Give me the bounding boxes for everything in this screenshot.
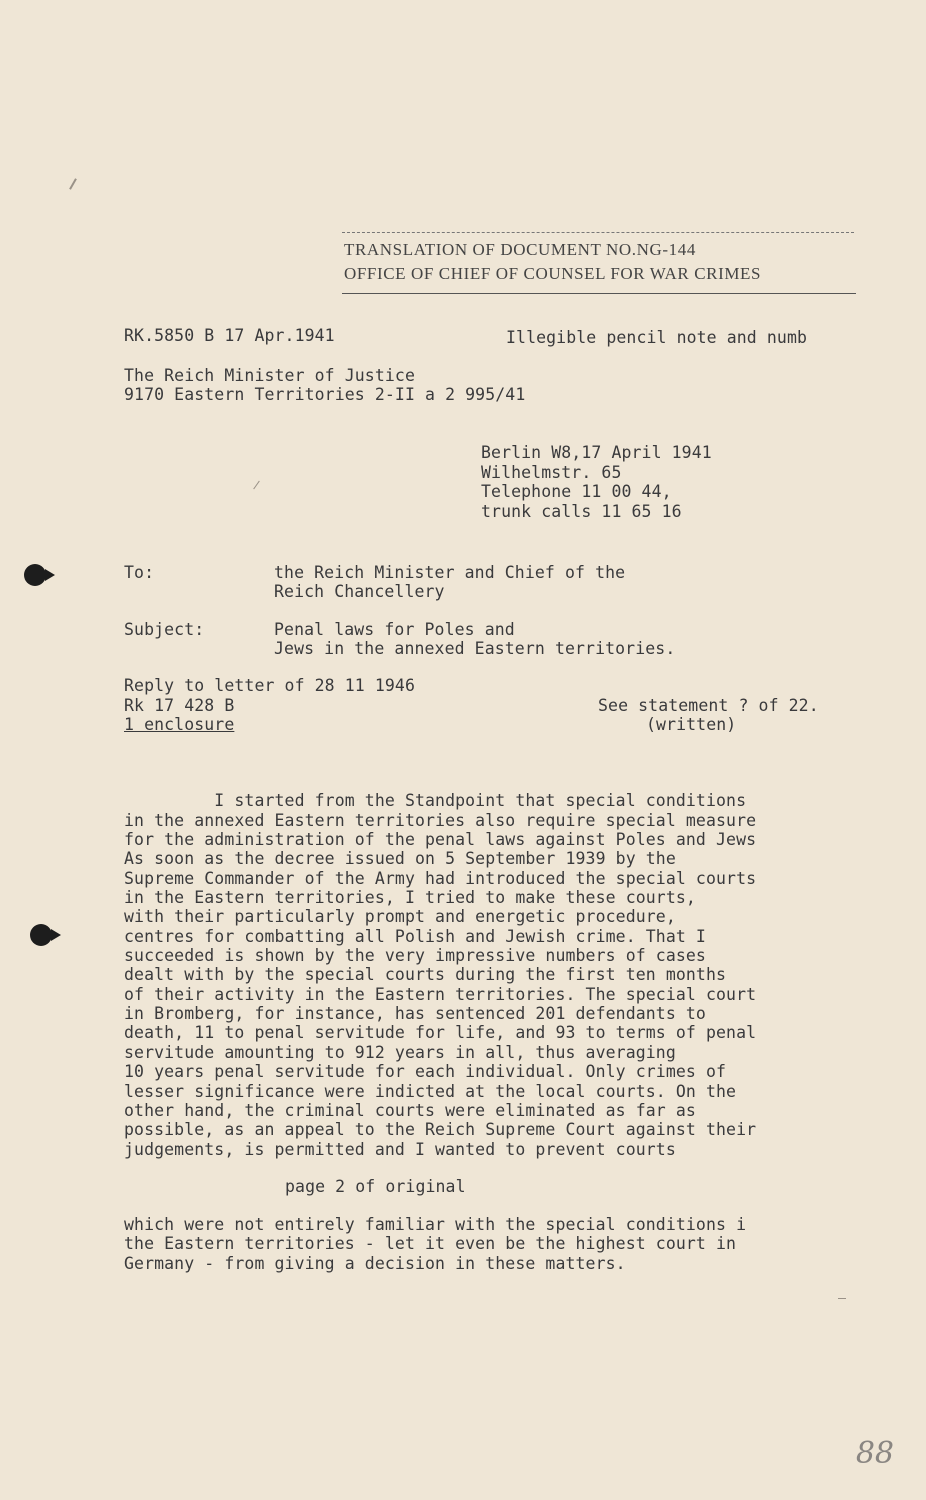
sender-line-1: The Reich Minister of Justice: [124, 366, 415, 385]
body-line-3: for the administration of the penal laws against Poles and Jews: [124, 830, 757, 849]
punch-hole-top: [24, 564, 46, 586]
body-line-17: other hand, the criminal courts were eliminated as far as: [124, 1101, 696, 1120]
page-number: 88: [855, 1436, 894, 1471]
body-line-6: in the Eastern territories, I tried to make these courts,: [124, 888, 696, 907]
address-line-3: Telephone 11 00 44,: [481, 482, 672, 501]
page-marker: page 2 of original: [285, 1177, 466, 1196]
body-line-19: judgements, is permitted and I wanted to prevent courts: [124, 1140, 676, 1159]
body-line-5: Supreme Commander of the Army had introduced the special courts: [124, 869, 757, 888]
header-bottom-rule: [342, 293, 856, 294]
body-line-8: centres for combatting all Polish and Jewish crime. That I: [124, 927, 706, 946]
body-line-15: 10 years penal servitude for each individual. Only crimes of: [124, 1062, 727, 1081]
body-line-2: in the annexed Eastern territories also require special measure: [124, 811, 757, 830]
sender-line-2: 9170 Eastern Territories 2-II a 2 995/41: [124, 385, 526, 404]
body-line-13: death, 11 to penal servitude for life, and 93 to terms of penal: [124, 1023, 757, 1042]
to-line-1: the Reich Minister and Chief of the: [274, 563, 626, 582]
reply-line-1: Reply to letter of 28 11 1946: [124, 676, 415, 695]
body-line-14: servitude amounting to 912 years in all, thus averaging: [124, 1043, 676, 1062]
body-line-11: of their activity in the Eastern territories. The special court: [124, 985, 757, 1004]
continuation-line-2: the Eastern territories - let it even be the highest court in: [124, 1234, 737, 1253]
address-line-4: trunk calls 11 65 16: [481, 502, 682, 521]
reply-line-2: Rk 17 428 B: [124, 696, 235, 715]
to-label: To:: [124, 563, 155, 582]
header-line-1: TRANSLATION OF DOCUMENT NO.NG-144: [344, 240, 696, 259]
reply-line-3: 1 enclosure: [124, 715, 235, 734]
to-line-2: Reich Chancellery: [274, 582, 445, 601]
body-line-1: I started from the Standpoint that special conditions: [124, 791, 747, 810]
stray-mark-2: [253, 481, 260, 490]
reply-right-1: See statement ? of 22.: [598, 696, 819, 715]
stray-mark-1: [69, 178, 77, 189]
subject-line-2: Jews in the annexed Eastern territories.: [274, 639, 676, 658]
punch-hole-bottom: [30, 924, 52, 946]
body-line-18: possible, as an appeal to the Reich Supreme Court against their: [124, 1120, 757, 1139]
reference-left: RK.5850 B 17 Apr.1941: [124, 326, 335, 345]
subject-line-1: Penal laws for Poles and: [274, 620, 515, 639]
header-top-rule: [342, 232, 854, 233]
address-line-1: Berlin W8,17 April 1941: [481, 443, 712, 462]
stray-mark-3: [838, 1298, 846, 1299]
reply-right-2: (written): [646, 715, 737, 734]
body-line-12: in Bromberg, for instance, has sentenced 201 defendants to: [124, 1004, 706, 1023]
header-line-2: OFFICE OF CHIEF OF COUNSEL FOR WAR CRIMES: [344, 264, 762, 283]
body-line-4: As soon as the decree issued on 5 September 1939 by the: [124, 849, 676, 868]
body-line-10: dealt with by the special courts during the first ten months: [124, 965, 727, 984]
address-line-2: Wilhelmstr. 65: [481, 463, 622, 482]
reference-right: Illegible pencil note and numb: [506, 328, 808, 347]
body-line-16: lesser significance were indicted at the local courts. On the: [124, 1082, 737, 1101]
body-line-7: with their particularly prompt and energetic procedure,: [124, 907, 676, 926]
continuation-line-1: which were not entirely familiar with the special conditions i: [124, 1215, 747, 1234]
body-line-9: succeeded is shown by the very impressive numbers of cases: [124, 946, 706, 965]
continuation-line-3: Germany - from giving a decision in these matters.: [124, 1254, 626, 1273]
subject-label: Subject:: [124, 620, 205, 639]
